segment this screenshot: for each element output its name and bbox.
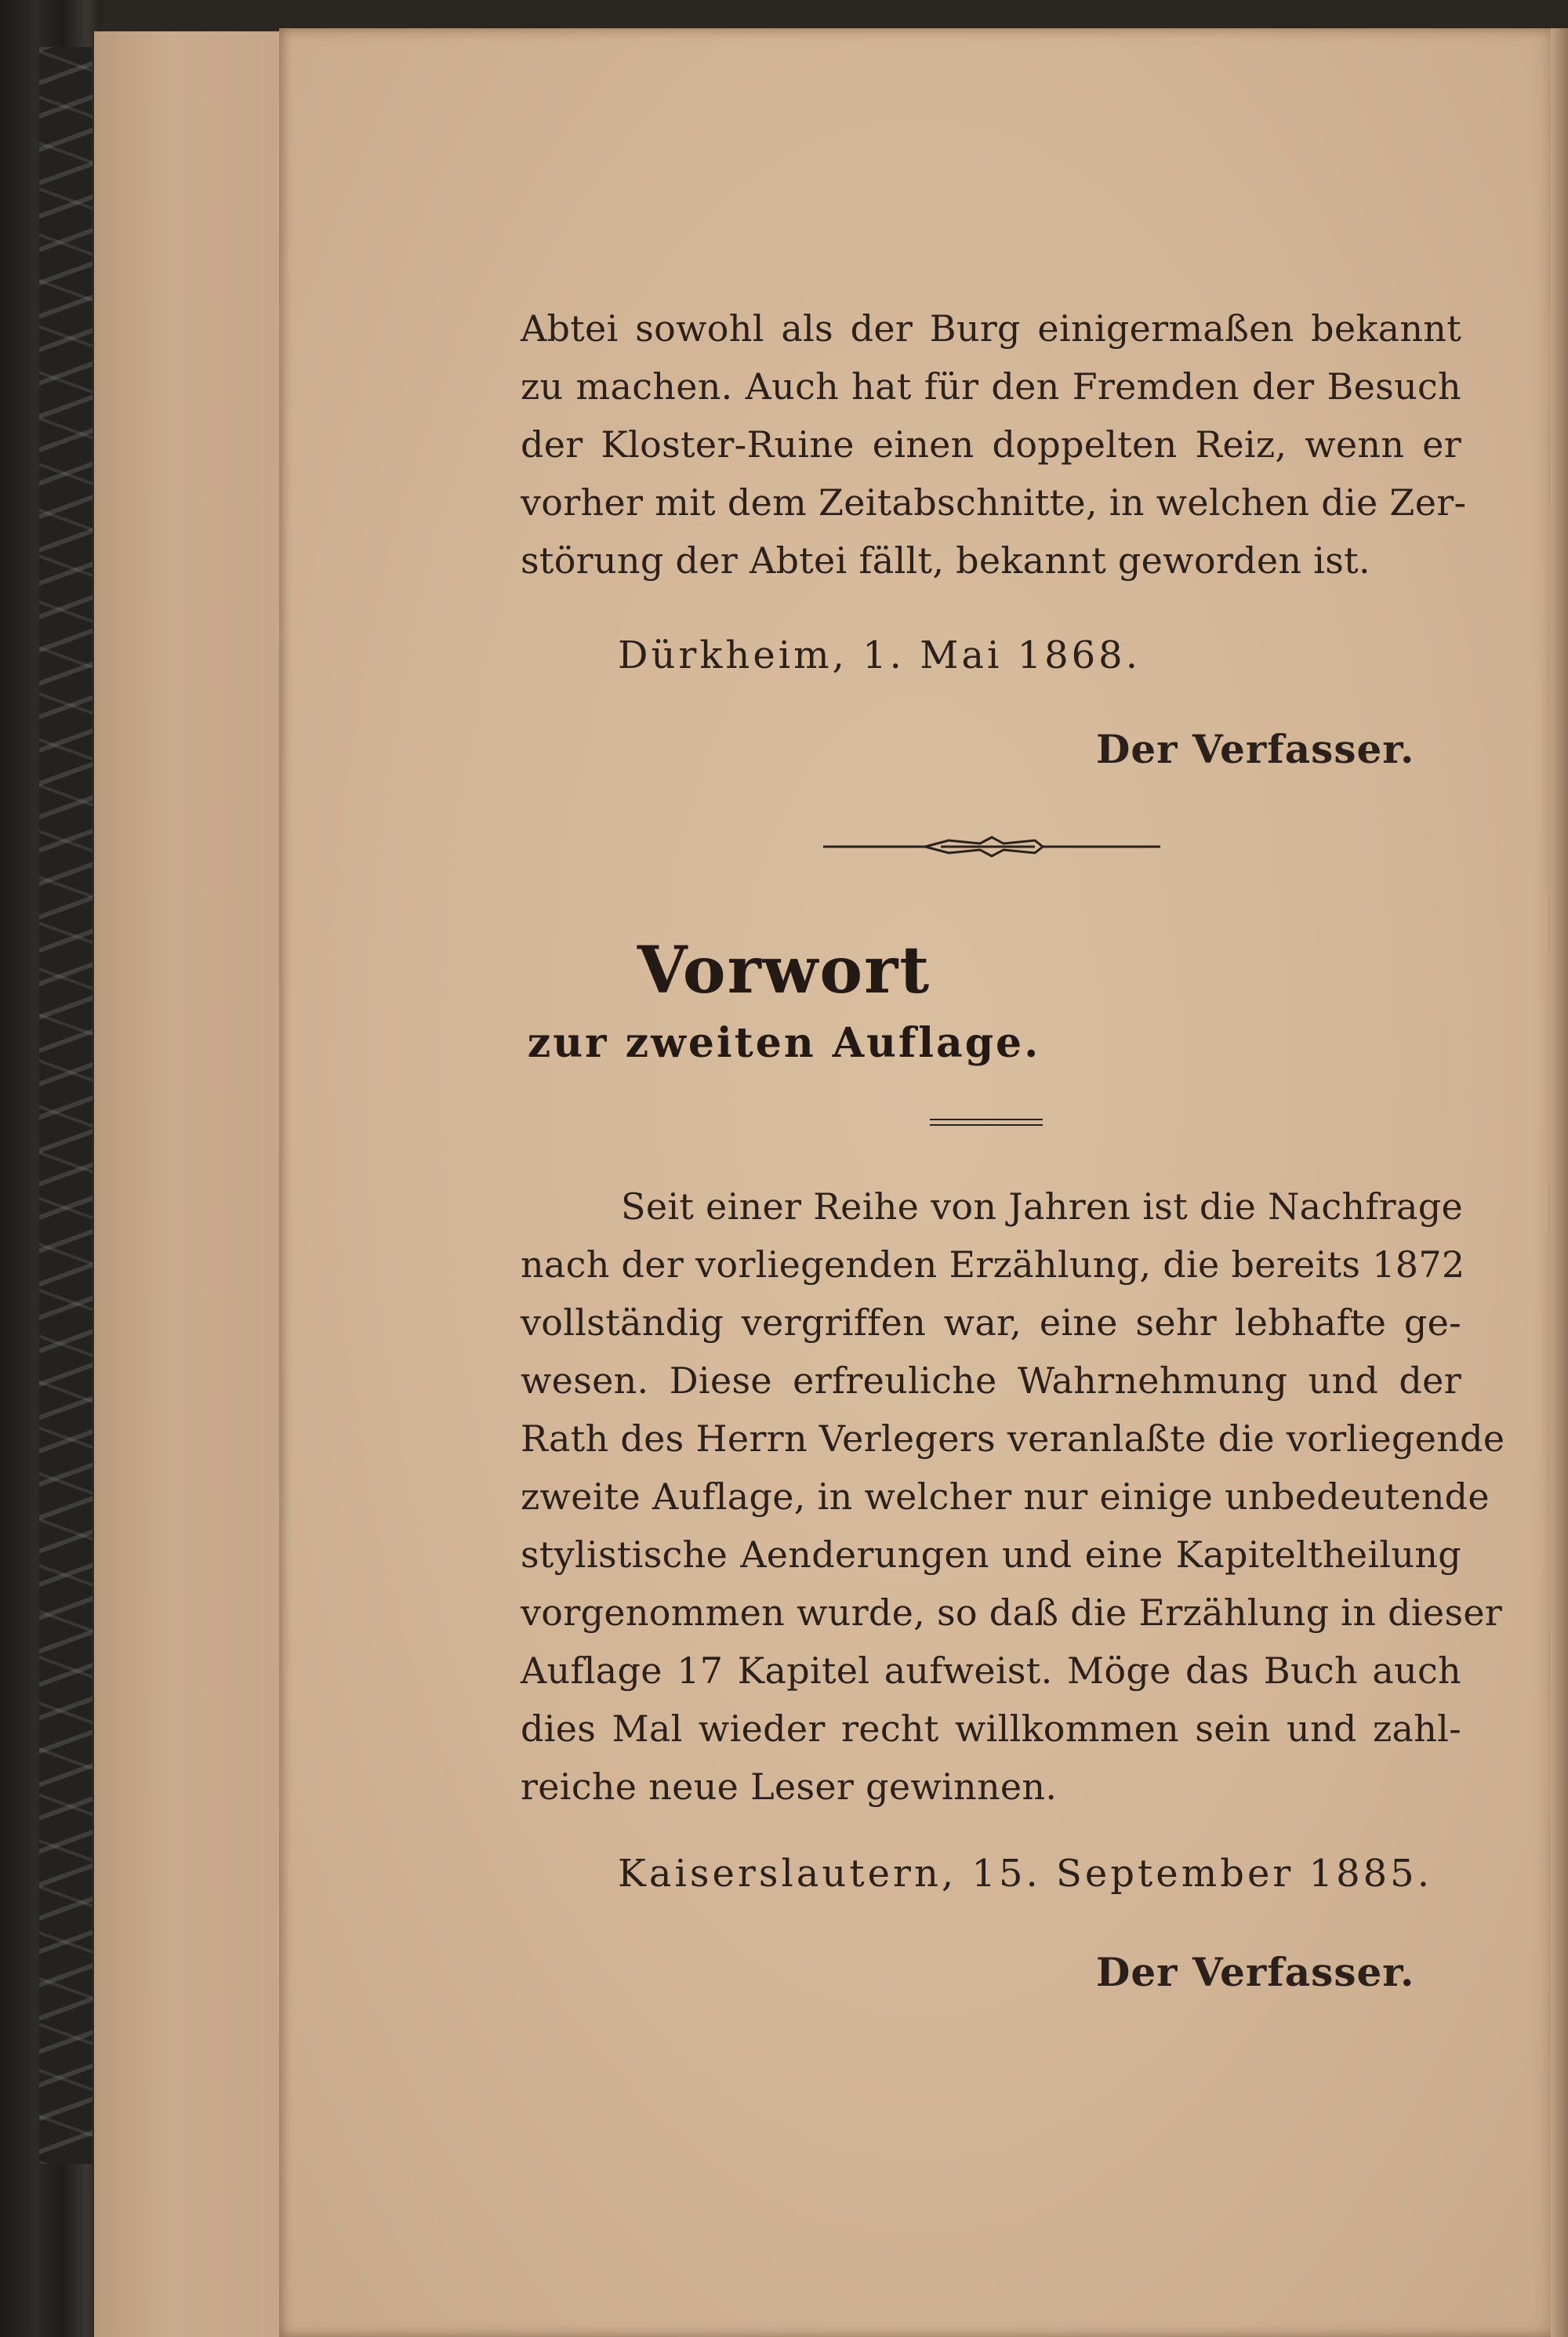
paragraph-line: stylistische Aenderungen und eine Kapiteltheilung — [521, 1533, 1461, 1576]
flyleaf-page — [94, 31, 284, 2337]
paragraph-line: wesen. Diese erfreuliche Wahrnehmung und der — [521, 1359, 1461, 1402]
preface-subtitle: zur zweiten Auflage. — [527, 1019, 1041, 1067]
double-rule — [930, 1118, 1043, 1127]
first-dateline: Dürkheim, 1. Mai 1868. — [618, 633, 1141, 677]
paragraph-line: zweite Auflage, in welcher nur einige unbedeutende — [521, 1475, 1490, 1518]
ornament-divider — [823, 831, 1160, 862]
page-edge — [1551, 28, 1568, 2337]
paragraph-line: Abtei sowohl als der Burg einigermaßen bekannt — [521, 307, 1461, 350]
paragraph-line: der Kloster-Ruine einen doppelten Reiz, wenn er — [521, 423, 1461, 466]
paragraph-line: zu machen. Auch hat für den Fremden der Besuch — [521, 365, 1461, 408]
second-signature: Der Verfasser. — [1096, 1949, 1415, 1995]
paragraph-line: Seit einer Reihe von Jahren ist die Nachfrage — [621, 1185, 1463, 1228]
paragraph-line: vollständig vergriffen war, eine sehr lebhafte ge- — [521, 1301, 1461, 1344]
paragraph-line: störung der Abtei fällt, bekannt geworden ist. — [521, 539, 1370, 582]
preface-title: Vorwort — [637, 933, 931, 1008]
paragraph-line: Rath des Herrn Verlegers veranlaßte die vorliegende — [521, 1417, 1505, 1460]
paragraph-line: nach der vorliegenden Erzählung, die bereits 1872 — [521, 1243, 1465, 1286]
paragraph-line: dies Mal wieder recht willkommen sein und zahl- — [521, 1707, 1461, 1750]
paragraph-line: reiche neue Leser gewinnen. — [521, 1765, 1058, 1808]
second-paragraph — [521, 1185, 1505, 1813]
second-dateline: Kaiserslautern, 15. September 1885. — [618, 1852, 1432, 1896]
paragraph-line: Auflage 17 Kapitel aufweist. Möge das Buch auch — [521, 1649, 1461, 1692]
paragraph-line: vorgenommen wurde, so daß die Erzählung in dieser — [521, 1591, 1503, 1634]
first-signature: Der Verfasser. — [1096, 726, 1415, 772]
marbled-binding — [39, 47, 93, 2164]
top-paragraph — [521, 307, 1467, 590]
paragraph-line: vorher mit dem Zeitabschnitte, in welchen die Zer- — [521, 481, 1467, 524]
